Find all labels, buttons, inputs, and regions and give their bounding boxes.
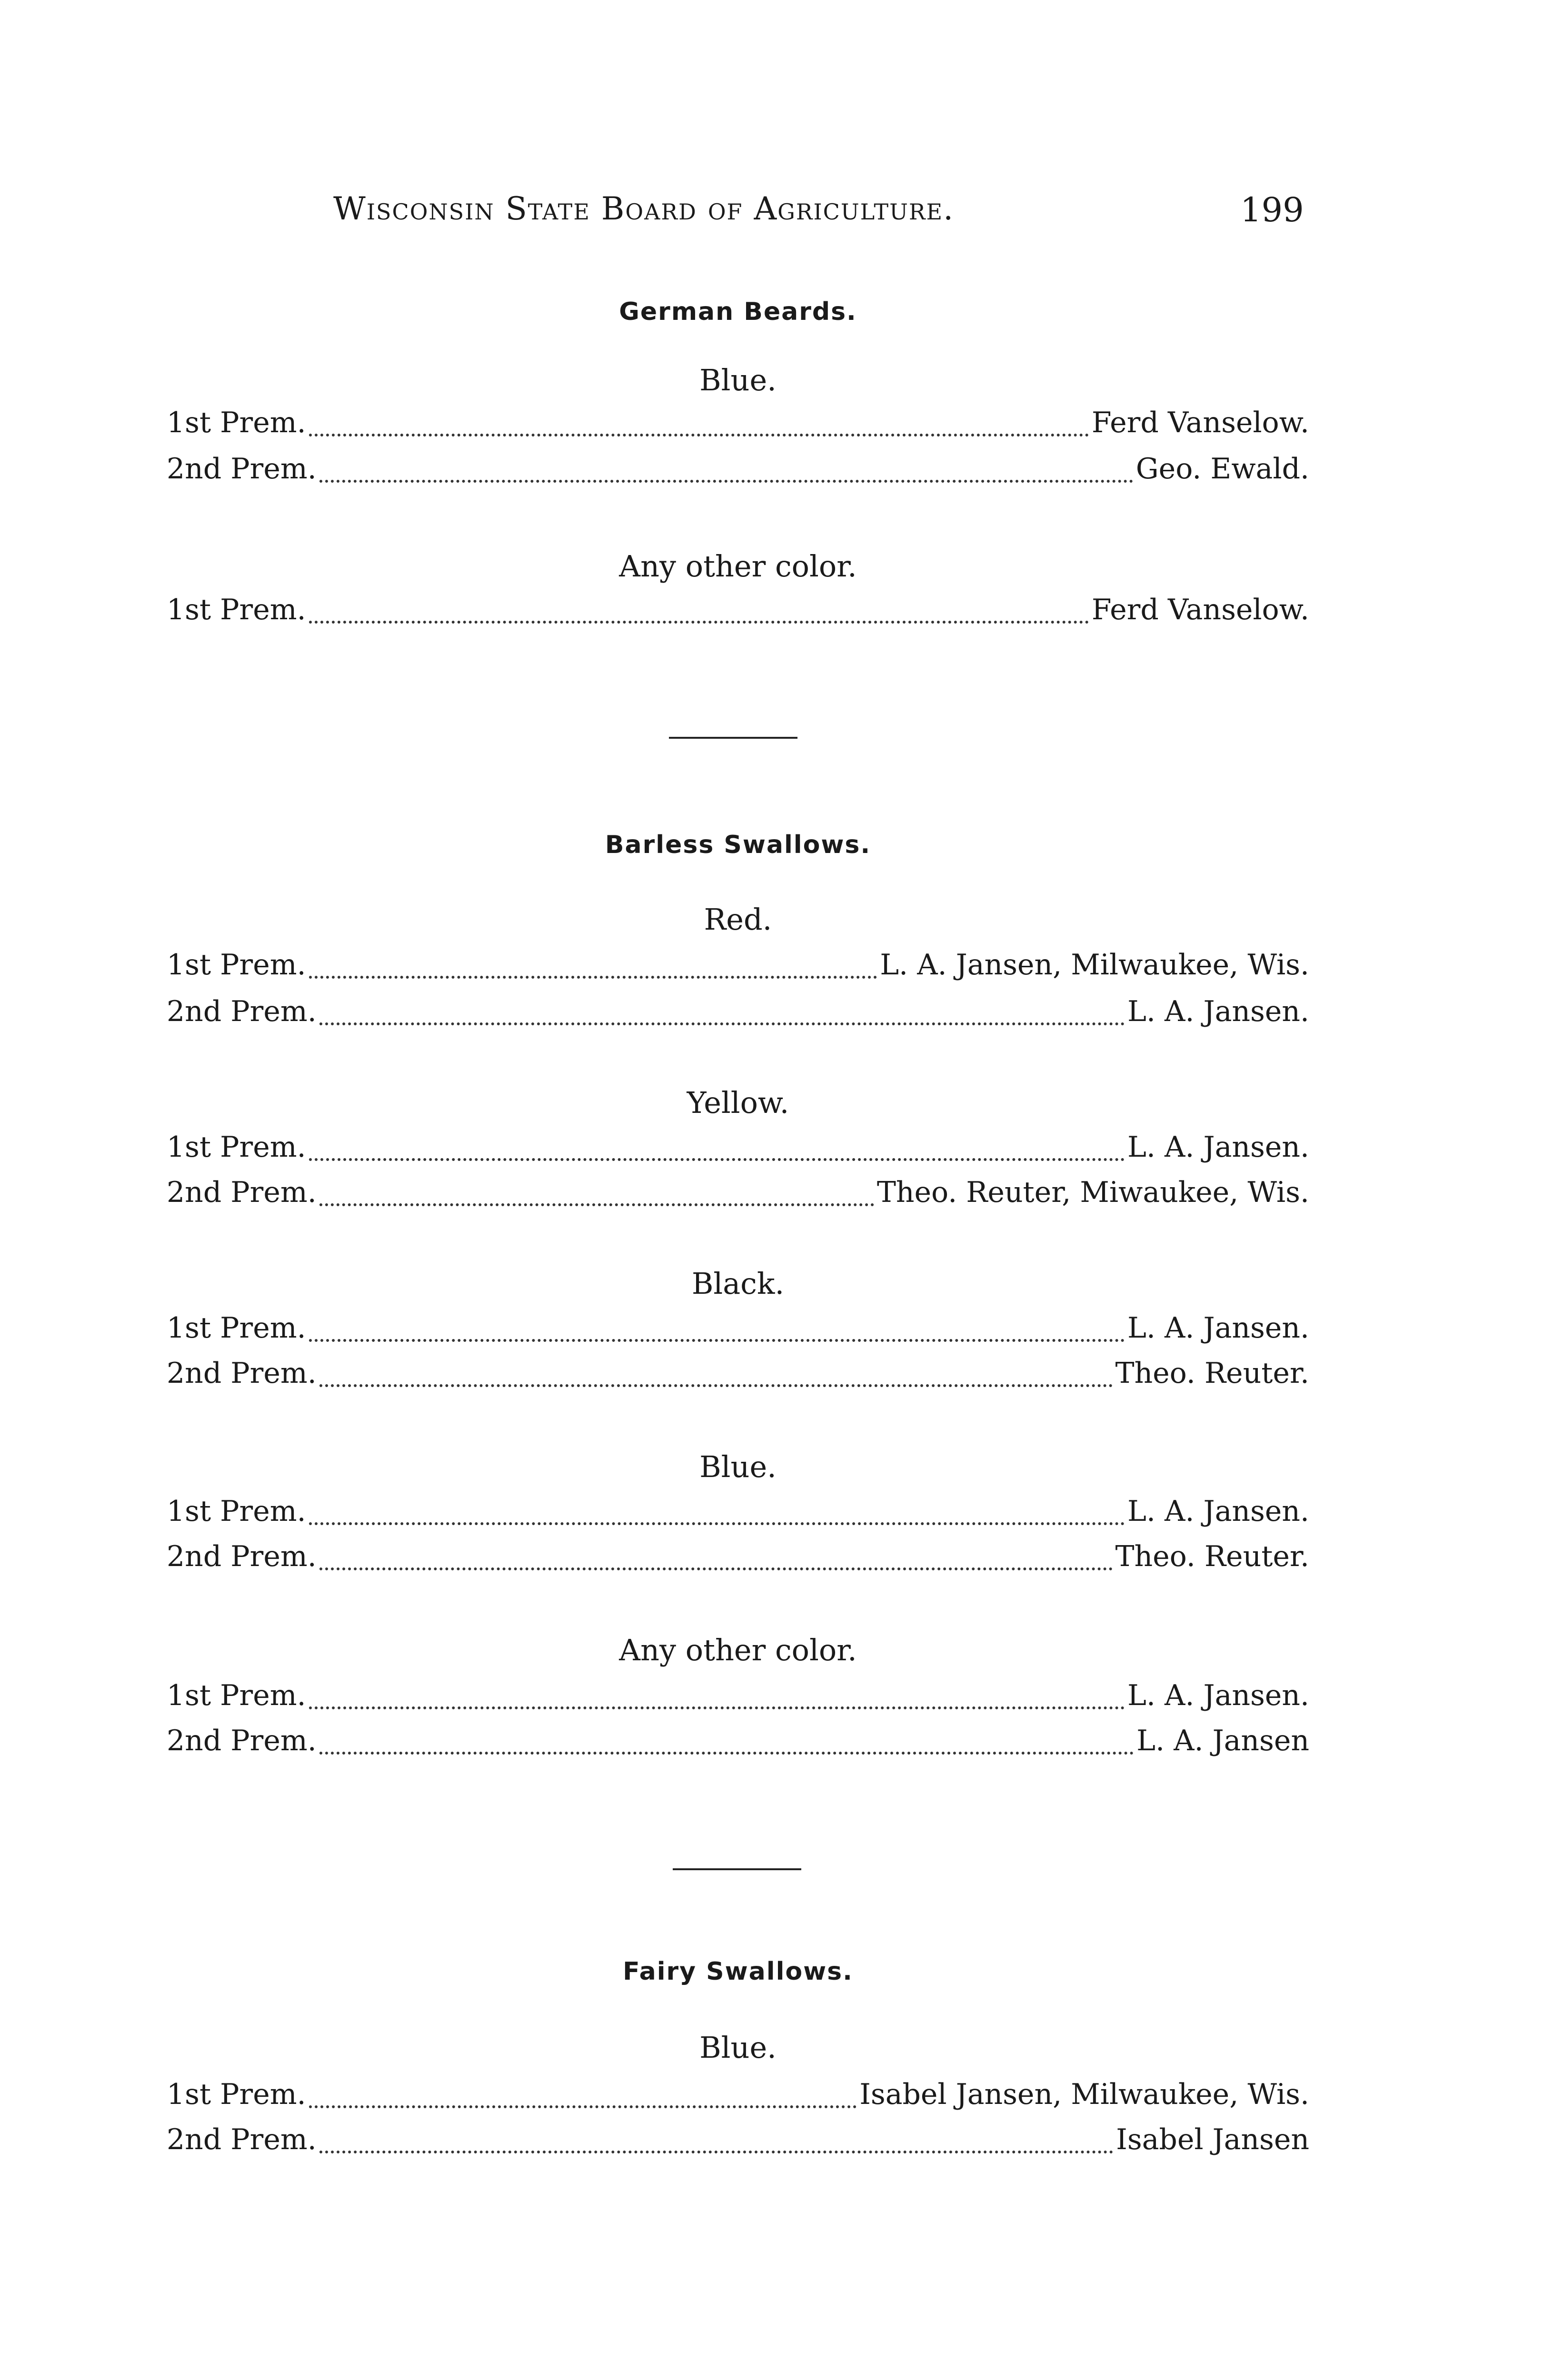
dot-leader: [319, 1749, 1134, 1755]
dot-leader: [309, 1155, 1125, 1161]
section-title: German Beards.: [619, 298, 857, 326]
prize-entry: [167, 1540, 1309, 1578]
prize-entry: [167, 1311, 1309, 1349]
winner-name: L. A. Jansen.: [1127, 1679, 1309, 1712]
prize-entry: [167, 1176, 1309, 1214]
prize-label: 2nd Prem.: [167, 452, 317, 486]
running-head: Wisconsin State Board of Agriculture.: [333, 190, 955, 227]
color-heading: Any other color.: [619, 1633, 857, 1667]
color-heading: Yellow.: [687, 1085, 789, 1120]
color-heading: Blue.: [699, 363, 777, 397]
section-divider: [673, 1868, 801, 1870]
color-heading: Red.: [704, 902, 772, 937]
prize-entry: [167, 2123, 1309, 2161]
prize-label: 2nd Prem.: [167, 1357, 317, 1390]
prize-entry: [167, 948, 1309, 986]
dot-leader: [319, 1200, 874, 1206]
prize-label: 1st Prem.: [167, 1130, 306, 1164]
winner-name: L. A. Jansen.: [1127, 1311, 1309, 1345]
dot-leader: [319, 1020, 1125, 1025]
prize-label: 1st Prem.: [167, 1679, 306, 1712]
winner-name: L. A. Jansen.: [1127, 1130, 1309, 1164]
prize-label: 2nd Prem.: [167, 1176, 317, 1209]
prize-label: 2nd Prem.: [167, 2123, 317, 2156]
section-title: Barless Swallows.: [605, 831, 871, 859]
prize-label: 2nd Prem.: [167, 1724, 317, 1757]
prize-label: 1st Prem.: [167, 2078, 306, 2111]
color-heading: Any other color.: [619, 549, 857, 584]
section-title: Fairy Swallows.: [623, 1957, 853, 1986]
winner-name: L. A. Jansen, Milwaukee, Wis.: [880, 948, 1309, 982]
prize-label: 1st Prem.: [167, 948, 306, 982]
prize-entry: [167, 1130, 1309, 1169]
prize-label: 1st Prem.: [167, 593, 306, 626]
dot-leader: [309, 1336, 1125, 1342]
prize-entry: [167, 2078, 1309, 2116]
winner-name: Ferd Vanselow.: [1091, 593, 1309, 626]
dot-leader: [309, 618, 1089, 624]
prize-label: 1st Prem.: [167, 406, 306, 439]
dot-leader: [319, 477, 1133, 483]
color-heading: Black.: [691, 1266, 785, 1301]
prize-entry: [167, 1357, 1309, 1395]
dot-leader: [309, 431, 1089, 436]
section-divider: [669, 737, 797, 739]
prize-entry: [167, 1679, 1309, 1717]
prize-entry: [167, 1495, 1309, 1533]
winner-name: L. A. Jansen.: [1127, 1495, 1309, 1528]
prize-entry: [167, 995, 1309, 1033]
dot-leader: [319, 1381, 1113, 1387]
dot-leader: [319, 2148, 1113, 2153]
winner-name: L. A. Jansen: [1136, 1724, 1309, 1757]
dot-leader: [309, 973, 877, 979]
prize-label: 1st Prem.: [167, 1495, 306, 1528]
winner-name: L. A. Jansen.: [1127, 995, 1309, 1028]
winner-name: Theo. Reuter.: [1115, 1540, 1309, 1573]
color-heading: Blue.: [699, 2030, 777, 2065]
winner-name: Ferd Vanselow.: [1091, 406, 1309, 439]
page-number: 199: [1240, 190, 1304, 229]
color-heading: Blue.: [699, 1449, 777, 1484]
prize-label: 2nd Prem.: [167, 1540, 317, 1573]
prize-entry: [167, 452, 1309, 490]
prize-label: 1st Prem.: [167, 1311, 306, 1345]
prize-entry: [167, 406, 1309, 444]
winner-name: Theo. Reuter, Miwaukee, Wis.: [877, 1176, 1309, 1209]
dot-leader: [309, 2102, 857, 2108]
prize-entry: [167, 1724, 1309, 1762]
winner-name: Isabel Jansen, Milwaukee, Wis.: [859, 2078, 1309, 2111]
prize-label: 2nd Prem.: [167, 995, 317, 1028]
prize-entry: [167, 593, 1309, 631]
dot-leader: [309, 1519, 1125, 1525]
winner-name: Geo. Ewald.: [1136, 452, 1309, 486]
winner-name: Isabel Jansen: [1116, 2123, 1309, 2156]
winner-name: Theo. Reuter.: [1115, 1357, 1309, 1390]
dot-leader: [309, 1704, 1125, 1709]
dot-leader: [319, 1565, 1113, 1570]
